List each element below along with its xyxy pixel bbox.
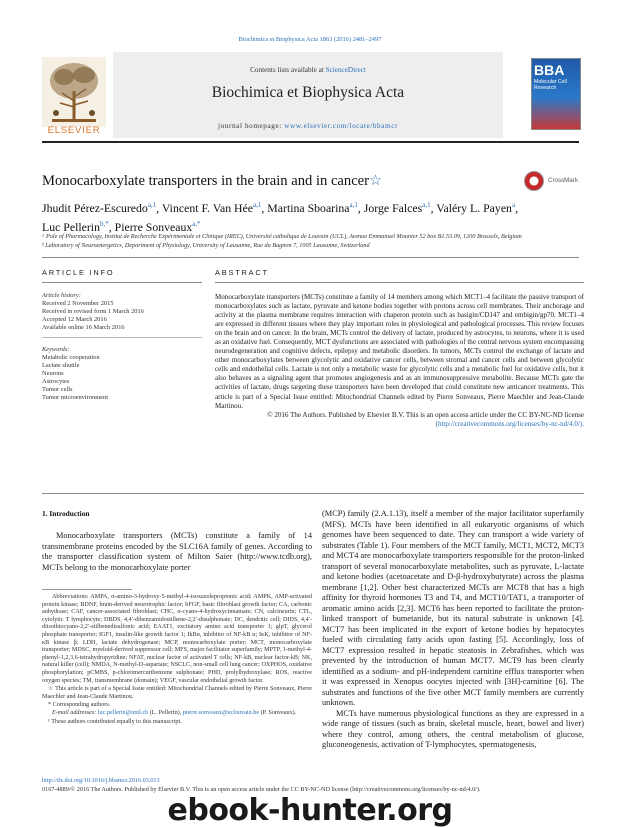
abstract-end-rule: [42, 493, 584, 494]
author-affiliation-mark[interactable]: a,1: [422, 201, 431, 209]
email-name-pellerin: (L. Pellerin),: [148, 710, 183, 717]
email-link-pellerin[interactable]: luc.pellerin@unil.ch: [97, 710, 149, 717]
author-affiliation-mark[interactable]: a,1: [253, 201, 262, 209]
history-online: Available online 16 March 2016: [42, 324, 125, 331]
special-issue-footnote: ☆ This article is part of a Special Issue entitled: Mitochondrial Channels edited by Pierre Sonveaux, Pierre Maechler and Jean-Claude Martinou.: [42, 685, 312, 700]
author-affiliation-mark[interactable]: a,1: [147, 201, 157, 209]
doi-link[interactable]: http://dx.doi.org/10.1016/j.bbamcr.2016.03.013: [42, 777, 160, 784]
title-footnote-mark[interactable]: ☆: [369, 173, 383, 189]
author-list: Jhudit Pérez-Escuredo$^{a,1}$, Vincent F. Van Hée$^{a,1}$, Martina Sboarina$^{a,1}$, Jorge Falces$^{a,1}$, Valéry L. Payen$^a$, Luc Pellerin$^{b,*}$, Pierre Sonveaux$^{a,*}$: [42, 200, 519, 234]
author-affiliation-mark[interactable]: b,*: [99, 219, 109, 228]
license-link[interactable]: (http://creativecommons.org/licenses/by-nc-nd/4.0/).: [435, 419, 584, 428]
email-footnote: [42, 710, 312, 718]
intro-right-column: [322, 509, 584, 751]
homepage-link[interactable]: www.elsevier.com/locate/bbamcr: [284, 122, 399, 130]
author-affiliation-mark[interactable]: a,1: [349, 201, 358, 209]
footnotes: [42, 594, 312, 727]
history-accepted: Accepted 12 March 2016: [42, 316, 107, 323]
abstract-copyright: [215, 411, 584, 429]
crossmark-icon[interactable]: [524, 171, 544, 191]
elsevier-tree-logo: [42, 57, 106, 127]
affiliation-b: ᵇ Laboratory of Neuroenergetics, Department of Physiology, University of Lausanne, Rue du Bugnon 7, 1005 Lausanne, Switzerland: [42, 242, 370, 249]
author-name: Valéry L. Payen: [436, 200, 512, 215]
author-name: Martina Sboarina: [267, 200, 350, 215]
cover-subtitle: Molecular Cell Research: [534, 79, 567, 91]
keywords-label: Keywords:: [42, 346, 70, 353]
keyword-item: Astrocytes: [42, 378, 70, 385]
homepage-prefix: journal homepage:: [217, 122, 285, 130]
article-info-rule: [42, 282, 202, 283]
sciencedirect-link[interactable]: ScienceDirect: [325, 66, 366, 74]
intro-paragraph: MCTs have numerous physiological functions as they are expressed in a wide range of tissues (such as brain, skeletal muscle, heart, bowel and liver) where they control, among others, the central metabolism of glucose, gluconeogenesis, activation of T-lymphocytes, spermatogenesis,: [322, 708, 584, 749]
watermark-text: ebook-hunter.org: [167, 793, 453, 828]
journal-citation[interactable]: Biochimica et Biophysica Acta 1863 (2016) 2481–2497: [238, 36, 382, 43]
author-affiliation-mark[interactable]: a,*: [192, 219, 201, 228]
abstract-body: [215, 293, 584, 429]
affiliation-rule: [42, 257, 579, 258]
journal-title: Biochimica et Biophysica Acta: [211, 84, 405, 101]
history-revised: Received in revised form 1 March 2016: [42, 308, 144, 315]
keyword-item: Lactate shuttle: [42, 362, 80, 369]
journal-homepage: [113, 122, 503, 130]
contents-line: [113, 66, 503, 74]
elsevier-wordmark: ELSEVIER: [47, 125, 101, 136]
article-info-heading: ARTICLE INFO: [42, 268, 115, 277]
article-title-text: Monocarboxylate transporters in the brain and in cancer: [42, 173, 370, 189]
keyword-item: Tumor microenvironment: [42, 394, 108, 401]
abstract-text: Monocarboxylate transporters (MCTs) constitute a family of 14 members among which MCT1–4 facilitate the passive transport of monocarboxylates such as lactate, pyruvate and ketone bodies together with protons across cell membranes. Their anchorage and activity at the plasma membrane requires interaction with chaperon protein such as basigin/CD147 and embigin/gp70. MCT1–4 are expressed in different tissues where they play important roles in physiological and pathological processes. This review focuses on the brain and on cancer. In the brain, MCTs control the delivery of lactate, produced by astrocytes, to neurons, where it is used as an oxidative fuel. Consequently, MCT dysfunctions are associated with pathologies of the central nervous system encompassing neurodegeneration and cognitive defects, epilepsy and metabolic disorders. In tumors, MCTs control the exchange of lactate and other monocarboxylates between glycolytic and oxidative cancer cells, between stromal and cancer cells and between glycolytic cells and endothelial cells. Lactate is not only a metabolic waste for glycolytic cells and a metabolic fuel for oxidative cells, but it also behaves as a signaling agent that promotes angiogenesis and as an immunosuppressive metabolite. Because MCTs gate the activities of lactate, drugs targeting these transporters have been developed that could constitute new anticancer treatments. This article is part of a Special Issue entitled: Mitochondrial Channels edited by Pierre Sonveaux, Pierre Maechler and Jean-Claude Martinou.: [215, 293, 584, 410]
email-link-sonveaux[interactable]: pierre.sonveaux@uclouvain.be: [182, 710, 260, 717]
email-name-sonveaux: (P. Sonveaux).: [259, 710, 297, 717]
abstract-heading: ABSTRACT: [215, 268, 269, 277]
author-name: Luc Pellerin: [42, 219, 100, 234]
contents-prefix: Contents lists available at: [250, 66, 326, 74]
intro-paragraph: Monocarboxylate transporters (MCTs) constitute a family of 14 transmembrane proteins encoded by the SLC16A family of genes. According to the transporter classification system of Milton Saier (http://www.tcdb.org), MCTs belong to the monocarboxylate porter: [42, 531, 312, 572]
article-title: [42, 172, 512, 190]
crossmark-label[interactable]: CrossMark: [548, 177, 578, 184]
author-name: Pierre Sonveaux: [114, 219, 193, 234]
abstract-rule: [215, 282, 584, 283]
history-label: Article history:: [42, 292, 81, 299]
affiliation-a: ᵃ Pole of Pharmacology, Institut de Recherche Expérimentale et Clinique (IREC), Université catholique de Louvain (UCL), Avenue Emmanuel Mounier 52 box B1.53.09, 1200 Brussels, Belgium: [42, 233, 522, 240]
author-name: Jhudit Pérez-Escuredo: [42, 200, 148, 215]
abbreviations-footnote: Abbreviations: AMPA, α-amino-3-hydroxy-5-methyl-4-isoxazolepropionic acid; AMPK, AMP-activated protein kinase; BDNF, brain-derived neurotrophic factor; bFGF, basic fibroblast growth factor; CA, carbonic anhydrase; CAF, cancer-associated fibroblast; CHC, α-cyano-4-hydroxycinnamate; CN, calcineurin; CTL, cytolytic T lymphocyte; DBDS, 4,4′-dibenzamidostilbene-2,2′-disulphonate; DC, dendritic cell; DIDS, 4,4′-diisothiocyano-2,2′-stilbenedisulfonic acid; EAAT1, excitatory amino acid transporter 1; glpT, glycerol phosphate transporter; IGF1, insulin-like growth factor 1; IkBα, inhibitor of NF-kB α; IκK, inhibitor of NF-κB kinase β; LDH, lactate dehydrogenase; MCP, monocarboxylate porter; MCT, monocarboxylate transporter; MDSC, myeloid-derived suppressor cell; MFS, major facilitator superfamily; MPTP, 1-methyl-4-phenyl-1,2,3,6-tetrahydropyridine; NFAT, nuclear factor of activated T cells; NF-kB, nuclear factor-kB; NK, natural killer (cell); NMDA, N-methyl-D-aspartate; NSCLC, non-small cell lung cancer; OXPHOS, oxidative phosphorylation; pCMBS, p-chloromercuribenzene sulphonate; PHD, prolylhydroxylase; ROS, reactive oxygen species; TM, transmembrane (domain); VEGF, vascular endothelial growth factor.: [42, 594, 312, 684]
corresponding-footnote: * Corresponding authors.: [48, 701, 111, 708]
footnote-rule: [42, 589, 132, 590]
cover-title: BBA: [534, 62, 565, 78]
intro-left-column: [42, 531, 312, 573]
author-name: Vincent F. Van Hée: [161, 200, 254, 215]
footer-copyright: 0167-4889/© 2016 The Authors. Published by Elsevier B.V. This is an open access article under the CC BY-NC-ND license (http://creativecommons.org/licenses/by-nc-nd/4.0/).: [42, 786, 481, 793]
keyword-item: Tumor cells: [42, 386, 73, 393]
section-heading-introduction: 1. Introduction: [42, 509, 90, 518]
keyword-item: Metabolic cooperation: [42, 354, 100, 361]
keywords-rule: [42, 337, 202, 338]
author-name: Jorge Falces: [363, 200, 423, 215]
abstract-copyright-text: © 2016 The Authors. Published by Elsevier B.V. This is an open access article under the CC BY-NC-ND license: [267, 410, 584, 419]
intro-paragraph: (MCP) family (2.A.1.13), itself a member of the major facilitator superfamily (MFS). MCTs have been identified in all eukaryotic organisms of which genomes have been sequenced to date. They can transport a wide variety of substrates (Table 1). Four members of the MCT family, MCT1, MCT2, MCT3 and MCT4 are monocarboxylate transporters responsible for the proton-linked transport of several monocarboxylate metabolites, such as pyruvate, L-lactate and ketone bodies (acetoacetate and D-β-hydroxybutyrate) across the plasma membrane [1,2]. Other best characterized MCTs are MCT8 that has a high affinity for thyroid hormones T3 and T4, and MCT10/TAT1, a transporter of aromatic amino acids [2,3]. MCT6 has been reported to facilitate the proton-linked transport of bumetanide, but its natural substrate is unknown [4]. MCT7 has been implicated in the export of ketone bodies by hepatocytes fueled with circulating fatty acids upon fasting [5]. Accordingly, loss of MCT7 expression resulted in hepatic steatosis in Zebrafishes, which was prevented by the introduction of human MCT7. MCT9 has been clearly identified as a sodium- and pH-independent carnitine efflux transporter when it was expressed in Xenopus oocytes injected with [3H]-carnitine [6]. The substrates and functions of the five other MCT family members are currently unknown.: [322, 509, 584, 707]
email-prefix: E-mail addresses:: [52, 710, 98, 717]
author-affiliation-mark[interactable]: a: [511, 201, 516, 209]
history-received: Received 2 November 2015: [42, 300, 114, 307]
keyword-item: Neurons: [42, 370, 64, 377]
equal-contribution-footnote: ¹ These authors contributed equally to this manuscript.: [48, 718, 182, 725]
header-rule: [42, 141, 579, 143]
